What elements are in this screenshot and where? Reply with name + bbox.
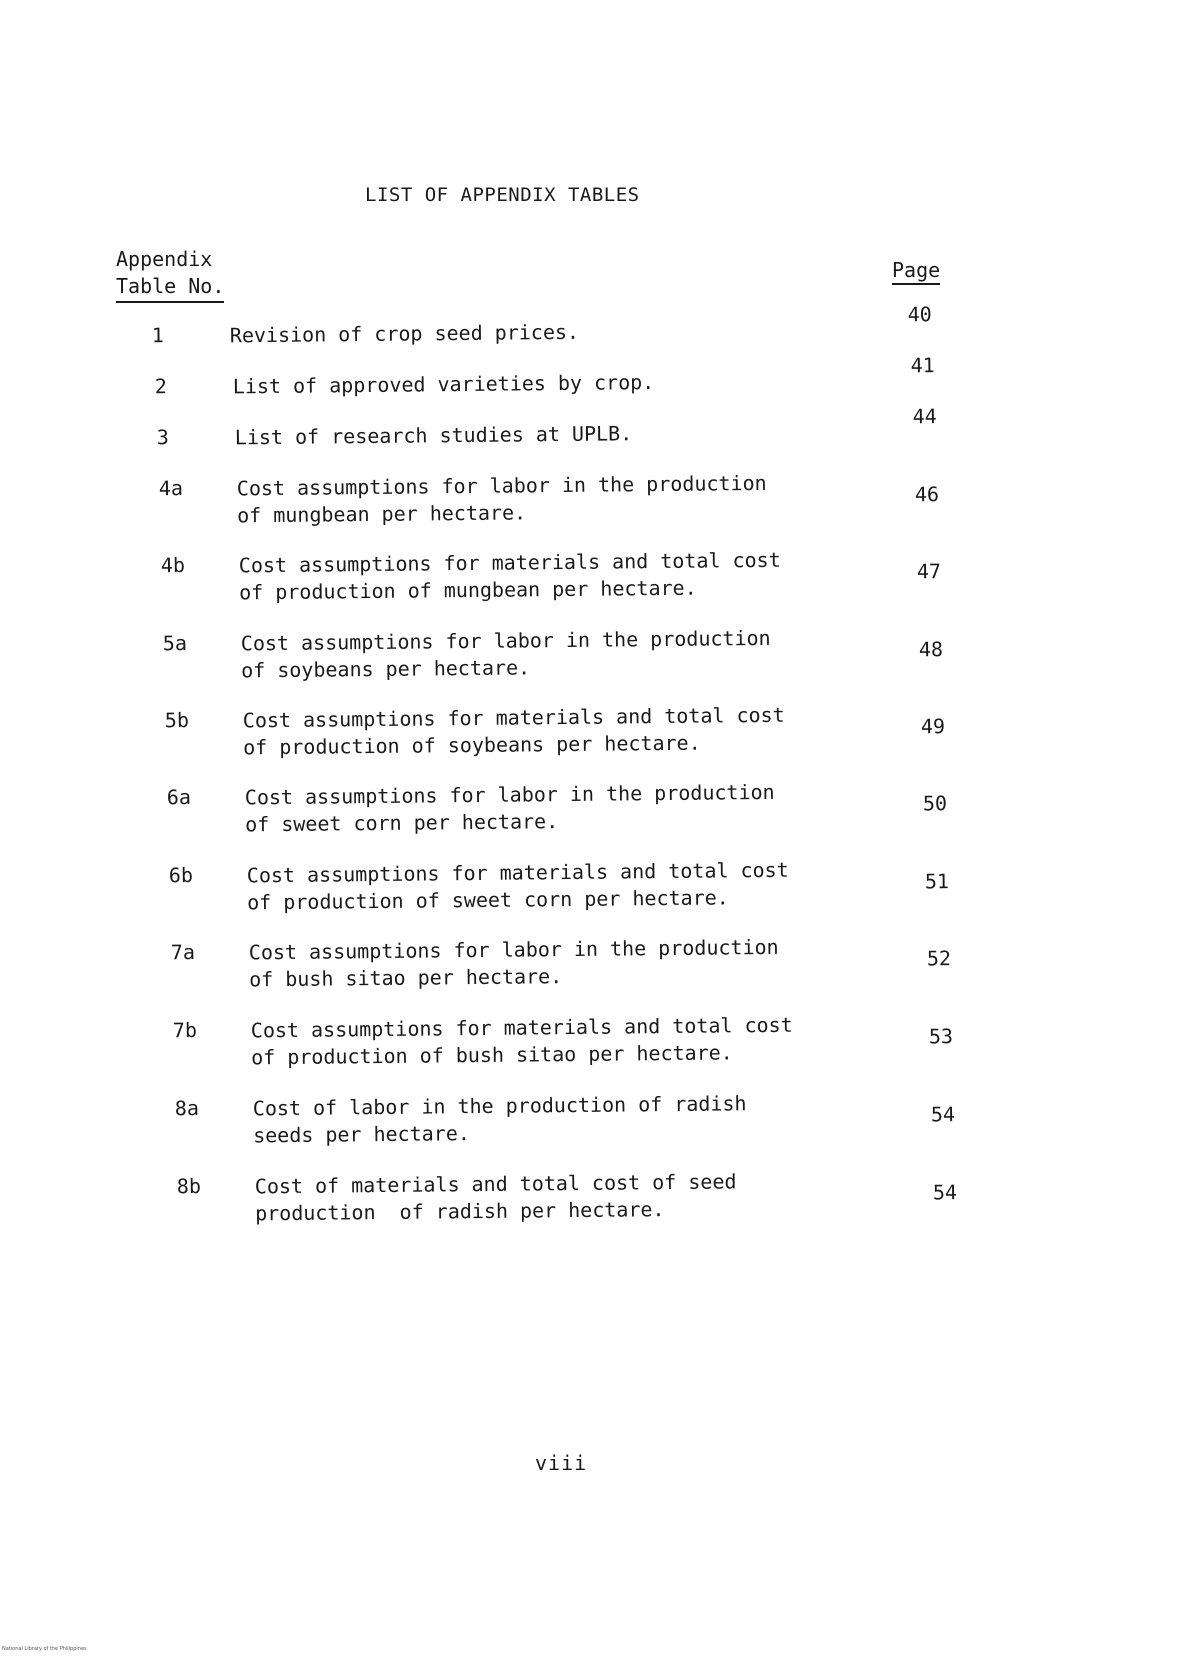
table-description xyxy=(233,367,853,400)
table-number: 4a xyxy=(158,475,184,501)
list-item xyxy=(167,775,1168,845)
description-line2: of production of sweet corn per hectare. xyxy=(247,885,729,915)
table-number: 6b xyxy=(168,862,194,888)
page-title: LIST OF APPENDIX TABLES xyxy=(365,184,640,206)
table-description xyxy=(239,546,860,606)
table-number: 5a xyxy=(162,630,188,656)
description-line1: Cost assumptions for labor in the production xyxy=(240,625,771,656)
list-item xyxy=(175,1086,1176,1156)
description-line1: Cost assumptions for materials and total cost xyxy=(242,702,785,733)
description-line1: Revision of crop seed prices. xyxy=(229,319,580,348)
page-ref: 46 xyxy=(914,482,940,507)
list-item xyxy=(161,543,1162,613)
list-item xyxy=(173,1008,1174,1078)
description-line2: of soybeans per hectare. xyxy=(241,655,531,683)
column-header-line1: Appendix xyxy=(116,247,213,271)
table-description xyxy=(253,1089,874,1149)
column-header-line2: Table No. xyxy=(116,273,224,303)
table-description xyxy=(243,701,864,761)
page-ref: 52 xyxy=(926,946,952,971)
table-description xyxy=(255,1167,876,1227)
column-header-page: Page xyxy=(892,258,940,285)
library-imprint: National Library of the Philippines xyxy=(2,1646,87,1652)
description-line1: Cost assumptions for materials and total cost xyxy=(250,1012,793,1043)
description-line1: Cost assumptions for materials and total cost xyxy=(238,547,781,578)
table-description xyxy=(251,1011,872,1071)
page-ref: 51 xyxy=(924,869,950,894)
page-number: viii xyxy=(535,1451,588,1475)
description-line2: seeds per hectare. xyxy=(253,1121,470,1148)
page-ref: 53 xyxy=(928,1024,954,1049)
description-line2: of sweet corn per hectare. xyxy=(245,809,559,837)
table-number: 3 xyxy=(156,425,170,450)
page-ref: 41 xyxy=(910,353,935,378)
table-description xyxy=(230,316,850,349)
table-description xyxy=(235,418,855,451)
description-line1: Cost assumptions for labor in the production xyxy=(248,934,779,965)
table-description xyxy=(247,856,868,916)
description-line1: Cost assumptions for materials and total cost xyxy=(246,857,789,888)
description-line1: Cost of materials and total cost of seed xyxy=(254,1169,737,1199)
list-item xyxy=(177,1164,1178,1234)
table-number: 2 xyxy=(154,374,168,399)
description-line1: Cost assumptions for labor in the production xyxy=(236,470,767,501)
page-ref: 49 xyxy=(920,714,946,739)
table-number: 5b xyxy=(164,707,190,733)
table-number: 1 xyxy=(151,323,165,348)
description-line2: of production of soybeans per hectare. xyxy=(243,730,701,760)
table-number: 8b xyxy=(176,1173,202,1199)
page-ref: 40 xyxy=(907,302,932,327)
page-ref: 54 xyxy=(932,1180,958,1205)
description-line1: List of research studies at UPLB. xyxy=(234,421,633,450)
list-item xyxy=(159,466,1160,536)
table-number: 7b xyxy=(172,1017,198,1043)
list-item xyxy=(169,853,1170,923)
list-item xyxy=(163,621,1164,691)
description-line1: Cost assumptions for labor in the production xyxy=(244,779,775,810)
table-number: 8a xyxy=(174,1095,200,1121)
description-line2: of production of bush sitao per hectare. xyxy=(251,1040,733,1070)
description-line2: of bush sitao per hectare. xyxy=(249,964,563,992)
table-number: 7a xyxy=(170,939,196,965)
page-ref: 50 xyxy=(922,791,948,816)
table-description xyxy=(249,933,870,993)
table-description xyxy=(245,778,866,838)
page-ref: 48 xyxy=(918,637,944,662)
description-line1: List of approved varieties by crop. xyxy=(232,370,655,399)
table-description xyxy=(237,469,858,529)
table-number: 6a xyxy=(166,784,192,810)
list-item xyxy=(165,698,1166,768)
description-line2: of production of mungbean per hectare. xyxy=(239,575,697,605)
page-ref: 47 xyxy=(916,559,942,584)
description-line1: Cost of labor in the production of radish xyxy=(252,1091,747,1121)
page-ref: 54 xyxy=(930,1102,956,1127)
description-line2: of mungbean per hectare. xyxy=(237,500,527,528)
description-line2: production of radish per hectare. xyxy=(255,1197,665,1226)
table-number: 4b xyxy=(160,552,186,578)
table-description xyxy=(241,624,862,684)
list-item xyxy=(171,930,1172,1000)
page-ref: 44 xyxy=(912,404,937,429)
